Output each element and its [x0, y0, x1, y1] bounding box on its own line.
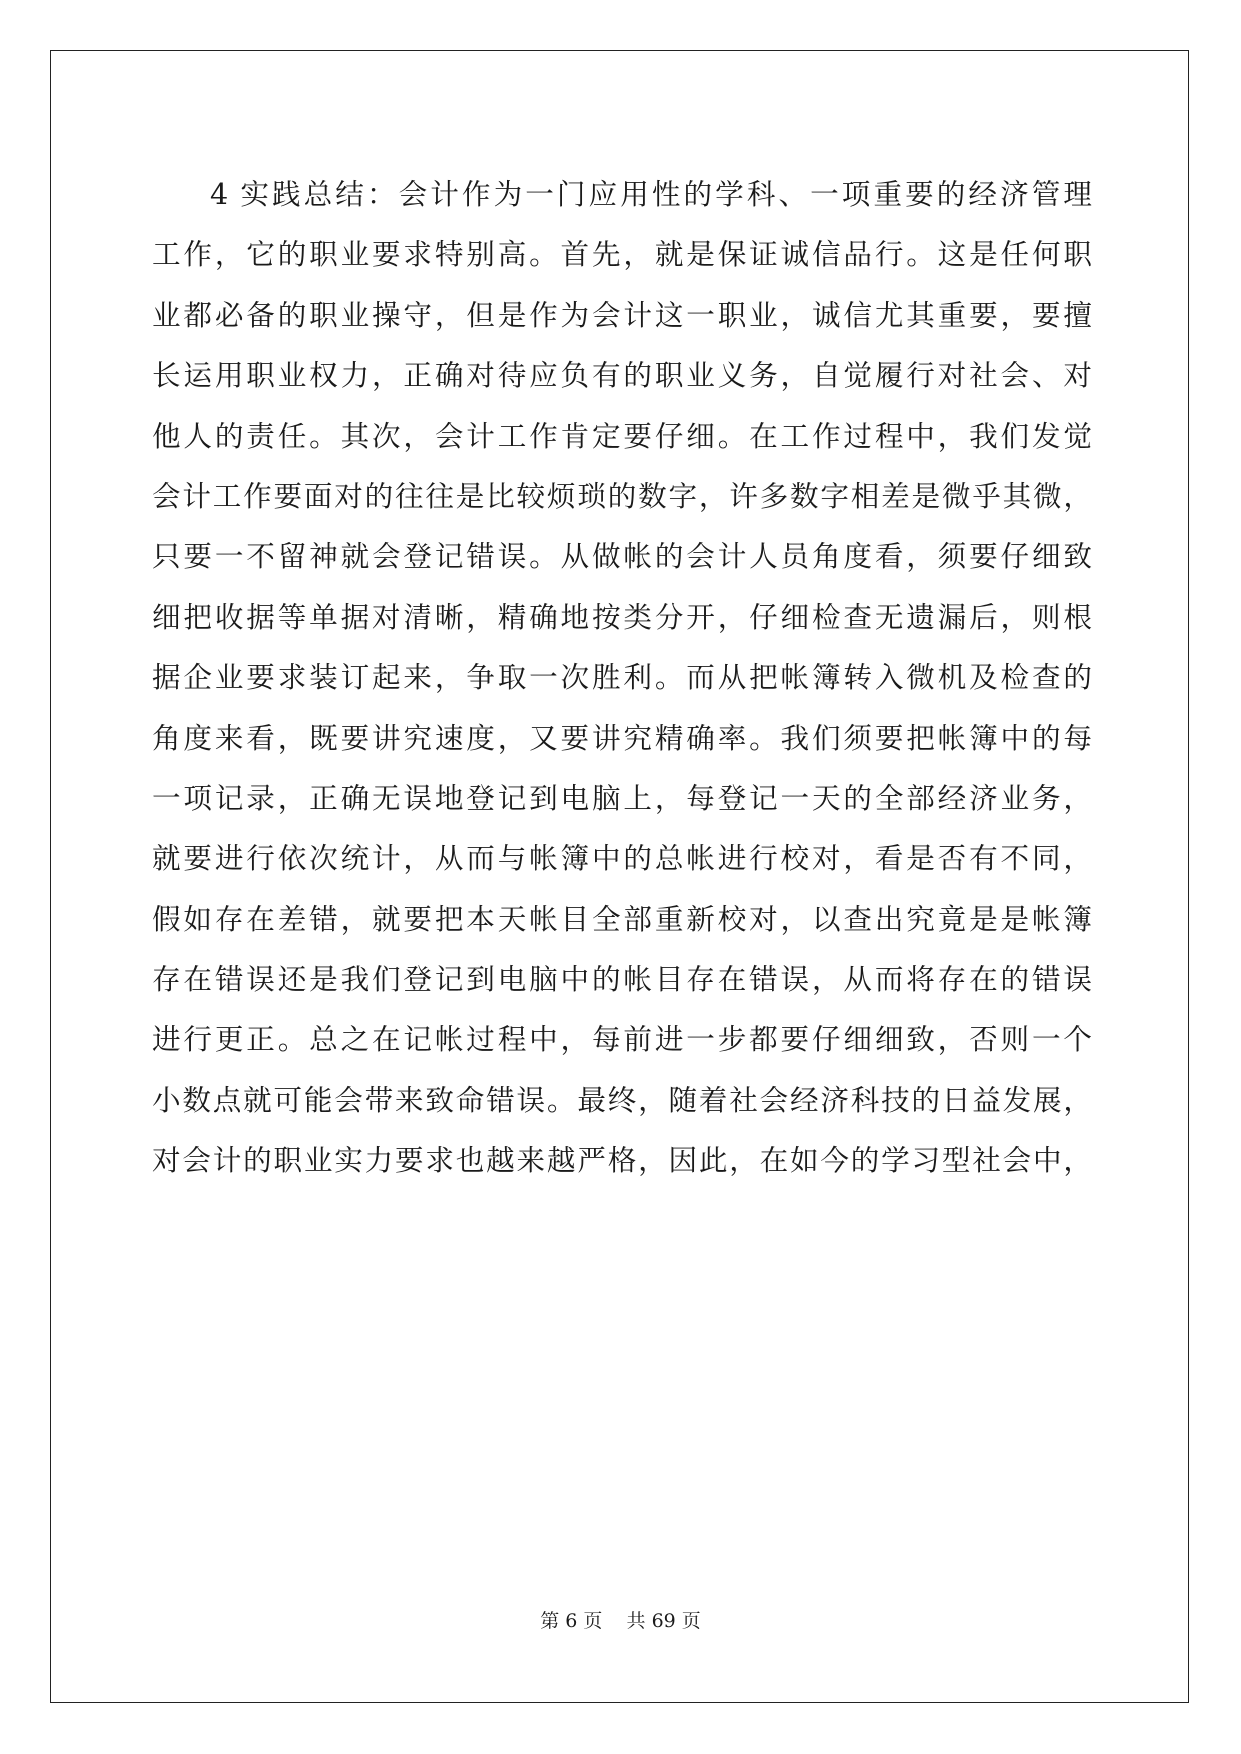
- paragraph-line: 据企业要求装订起来，争取一次胜利。而从把帐簿转入微机及检查的: [152, 660, 1092, 695]
- paragraph-line: 细把收据等单据对清晰，精确地按类分开，仔细检查无遗漏后，则根: [152, 599, 1092, 634]
- paragraph-line: 只要一不留神就会登记错误。从做帐的会计人员角度看，须要仔细致: [152, 539, 1092, 574]
- paragraph-line: 他人的责任。其次，会计工作肯定要仔细。在工作过程中，我们发觉: [152, 418, 1092, 453]
- paragraph-line: 存在错误还是我们登记到电脑中的帐目存在错误，从而将存在的错误: [152, 962, 1092, 997]
- paragraph-line: 4 实践总结：会计作为一门应用性的学科、一项重要的经济管理: [210, 177, 1092, 211]
- paragraph-line: 业都必备的职业操守，但是作为会计这一职业，诚信尤其重要，要擅: [152, 297, 1092, 332]
- paragraph-line: 长运用职业权力，正确对待应负有的职业义务，自觉履行对社会、对: [152, 358, 1092, 393]
- total-pages: 共 69 页: [626, 1610, 701, 1632]
- paragraph-line: 假如存在差错，就要把本天帐目全部重新校对，以查出究竟是是帐簿: [152, 901, 1092, 936]
- paragraph-line: 对会计的职业实力要求也越来越严格，因此，在如今的学习型社会中，: [152, 1143, 1092, 1178]
- paragraph-line: 会计工作要面对的往往是比较烦琐的数字，许多数字相差是微乎其微，: [152, 478, 1092, 513]
- page-footer: [0, 1609, 1241, 1633]
- paragraph-line: 角度来看，既要讲究速度，又要讲究精确率。我们须要把帐簿中的每: [152, 720, 1092, 755]
- paragraph-line: 进行更正。总之在记帐过程中，每前进一步都要仔细细致，否则一个: [152, 1022, 1092, 1057]
- paragraph-line: 工作，它的职业要求特别高。首先，就是保证诚信品行。这是任何职: [152, 237, 1092, 272]
- paragraph-line: 就要进行依次统计，从而与帐簿中的总帐进行校对，看是否有不同，: [152, 841, 1092, 876]
- body-paragraph: [152, 164, 1092, 1191]
- paragraph-line: 一项记录，正确无误地登记到电脑上，每登记一天的全部经济业务，: [152, 780, 1092, 815]
- current-page-number: 第 6 页: [540, 1610, 603, 1632]
- paragraph-line: 小数点就可能会带来致命错误。最终，随着社会经济科技的日益发展，: [152, 1082, 1092, 1117]
